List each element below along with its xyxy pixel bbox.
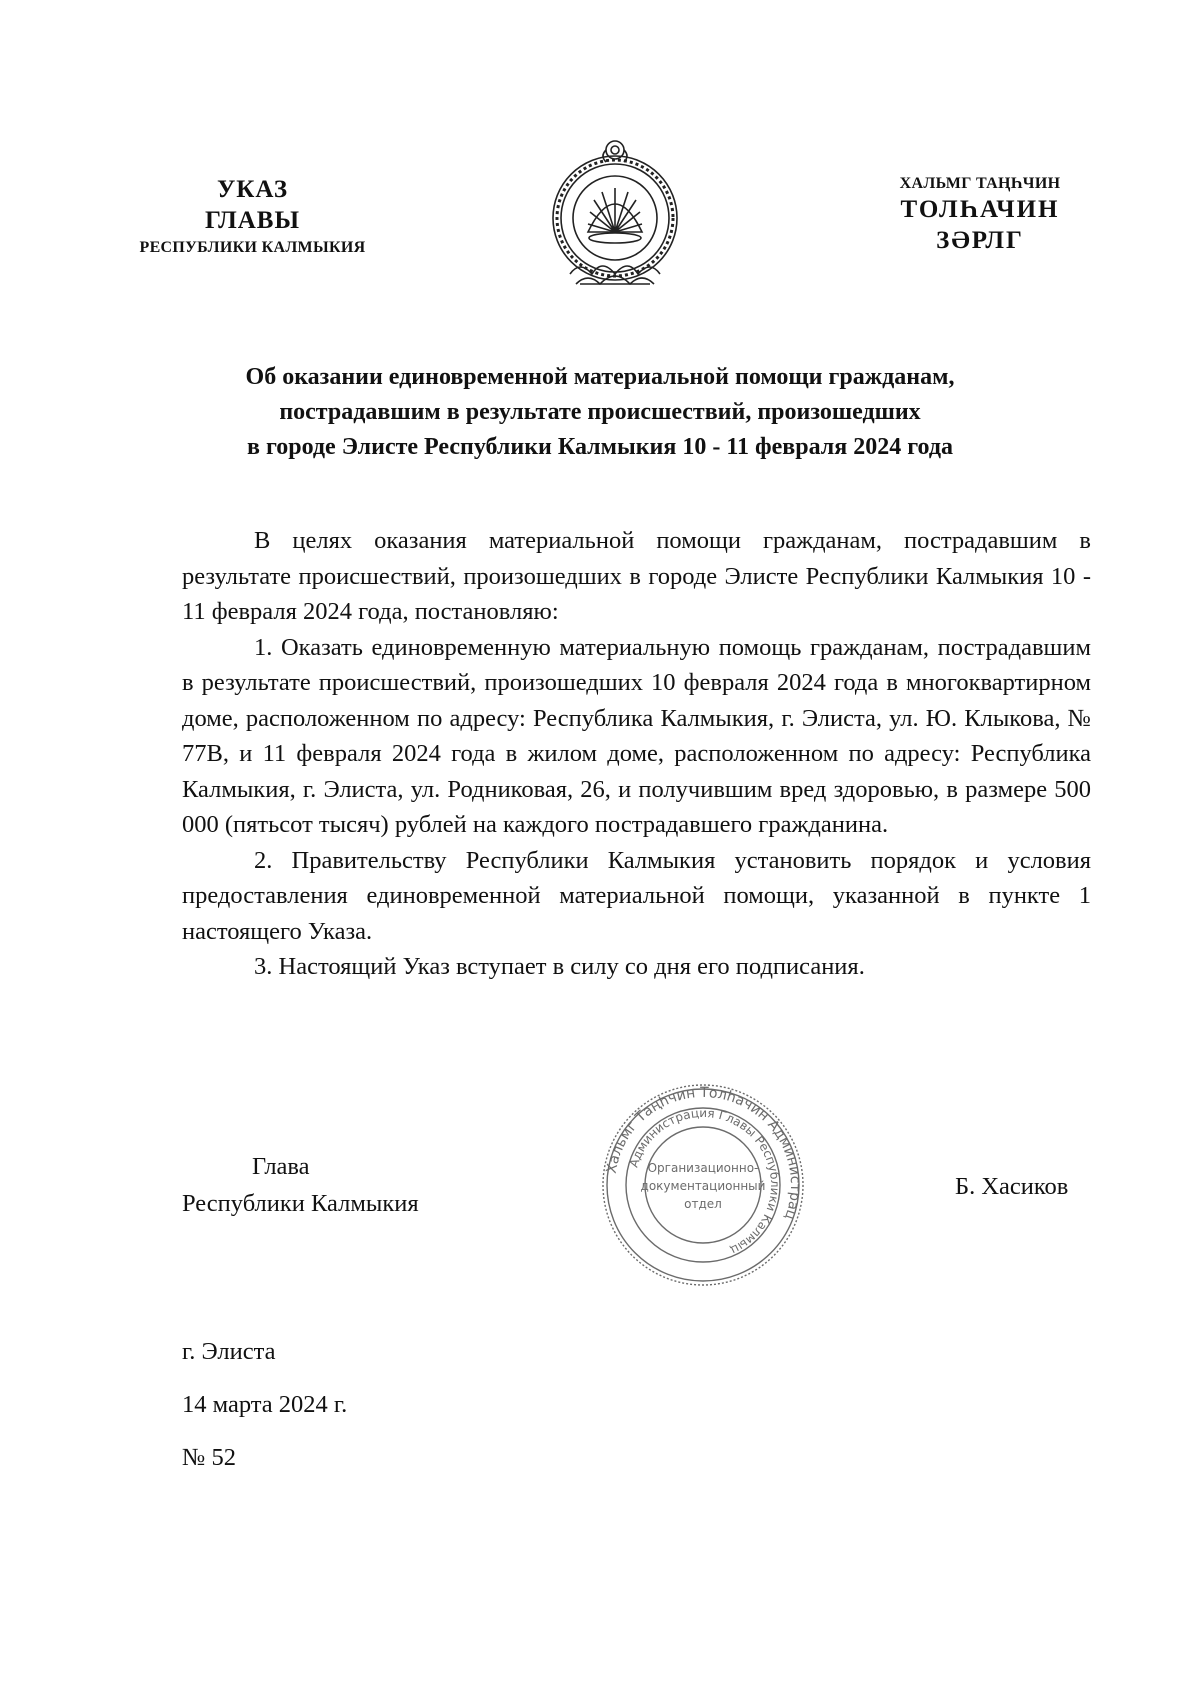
item-2-paragraph: 2. Правительству Республики Калмыкия установить порядок и условия предоставления единовременной материальной помощи, указанной в пункте 1 настоящего Указа. bbox=[182, 846, 1091, 945]
header-right-line2: ТОЛҺАЧИН bbox=[900, 196, 1060, 223]
header-left-line2: ГЛАВЫ bbox=[204, 207, 301, 234]
issue-city: г. Элиста bbox=[182, 1338, 276, 1365]
title-line3: в городе Элисте Республики Калмыкия 10 - 11 февраля 2024 года bbox=[247, 434, 953, 460]
coat-of-arms-icon bbox=[540, 136, 690, 296]
stamp-center-line1: Организационно- bbox=[647, 1161, 759, 1175]
header-left-line1: УКАЗ bbox=[216, 176, 289, 203]
official-stamp-icon bbox=[598, 1080, 808, 1290]
signatory-position-line1: Глава bbox=[252, 1153, 310, 1180]
header-left bbox=[110, 174, 395, 260]
title-line2: пострадавшим в результате происшествий, произошедших bbox=[279, 399, 921, 425]
header-right-line3: ЗӘРЛГ bbox=[936, 227, 1024, 254]
signatory-position bbox=[182, 1148, 419, 1222]
decree-body bbox=[182, 523, 1091, 985]
preamble-paragraph: В целях оказания материальной помощи гражданам, пострадавшим в результате происшествий, произошедших в городе Элисте Республики Калмыкия 10 - 11 февраля 2024 года, постановляю: bbox=[182, 527, 1091, 625]
stamp-center-line2: документационный bbox=[640, 1179, 766, 1193]
header-right bbox=[865, 174, 1095, 256]
signatory-name: Б. Хасиков bbox=[955, 1173, 1069, 1200]
signatory-position-line2: Республики Калмыкия bbox=[182, 1190, 419, 1217]
decree-title bbox=[120, 360, 1080, 465]
decree-footer bbox=[182, 1335, 347, 1494]
title-line1: Об оказании единовременной материальной помощи гражданам, bbox=[245, 364, 955, 390]
header-left-line3: РЕСПУБЛИКИ КАЛМЫКИЯ bbox=[139, 239, 366, 256]
item-3-paragraph: 3. Настоящий Указ вступает в силу со дня его подписания. bbox=[254, 953, 865, 980]
issue-date: 14 марта 2024 г. bbox=[182, 1391, 348, 1418]
stamp-inner-ring-text: Администрация Главы Республики Калмыц bbox=[626, 1105, 783, 1258]
decree-number: № 52 bbox=[182, 1444, 237, 1471]
item-1-paragraph: 1. Оказать единовременную материальную помощь гражданам, пострадавшим в результате происшествий, произошедших 10 февраля 2024 года в многоквартирном доме, расположенном по адресу: Республика Калмыкия, г. Элиста, ул. Ю. Клыкова, № 77В, и 11 февраля 2024 года в жилом доме, расположенном по адресу: Республика Калмыкия, г. Элиста, ул. Родниковая, 26, и получившим вред здоровью, в размере 500 000 (пятьсот тысяч) рублей на каждого пострадавшего гражданина. bbox=[182, 633, 1091, 838]
stamp-outer-text: Хальмг Таңһчин Толһачин Администрац bbox=[603, 1084, 804, 1222]
stamp-center-line3: отдел bbox=[684, 1197, 722, 1211]
header-right-line1: ХАЛЬМГ ТАҢҺЧИН bbox=[899, 175, 1061, 192]
